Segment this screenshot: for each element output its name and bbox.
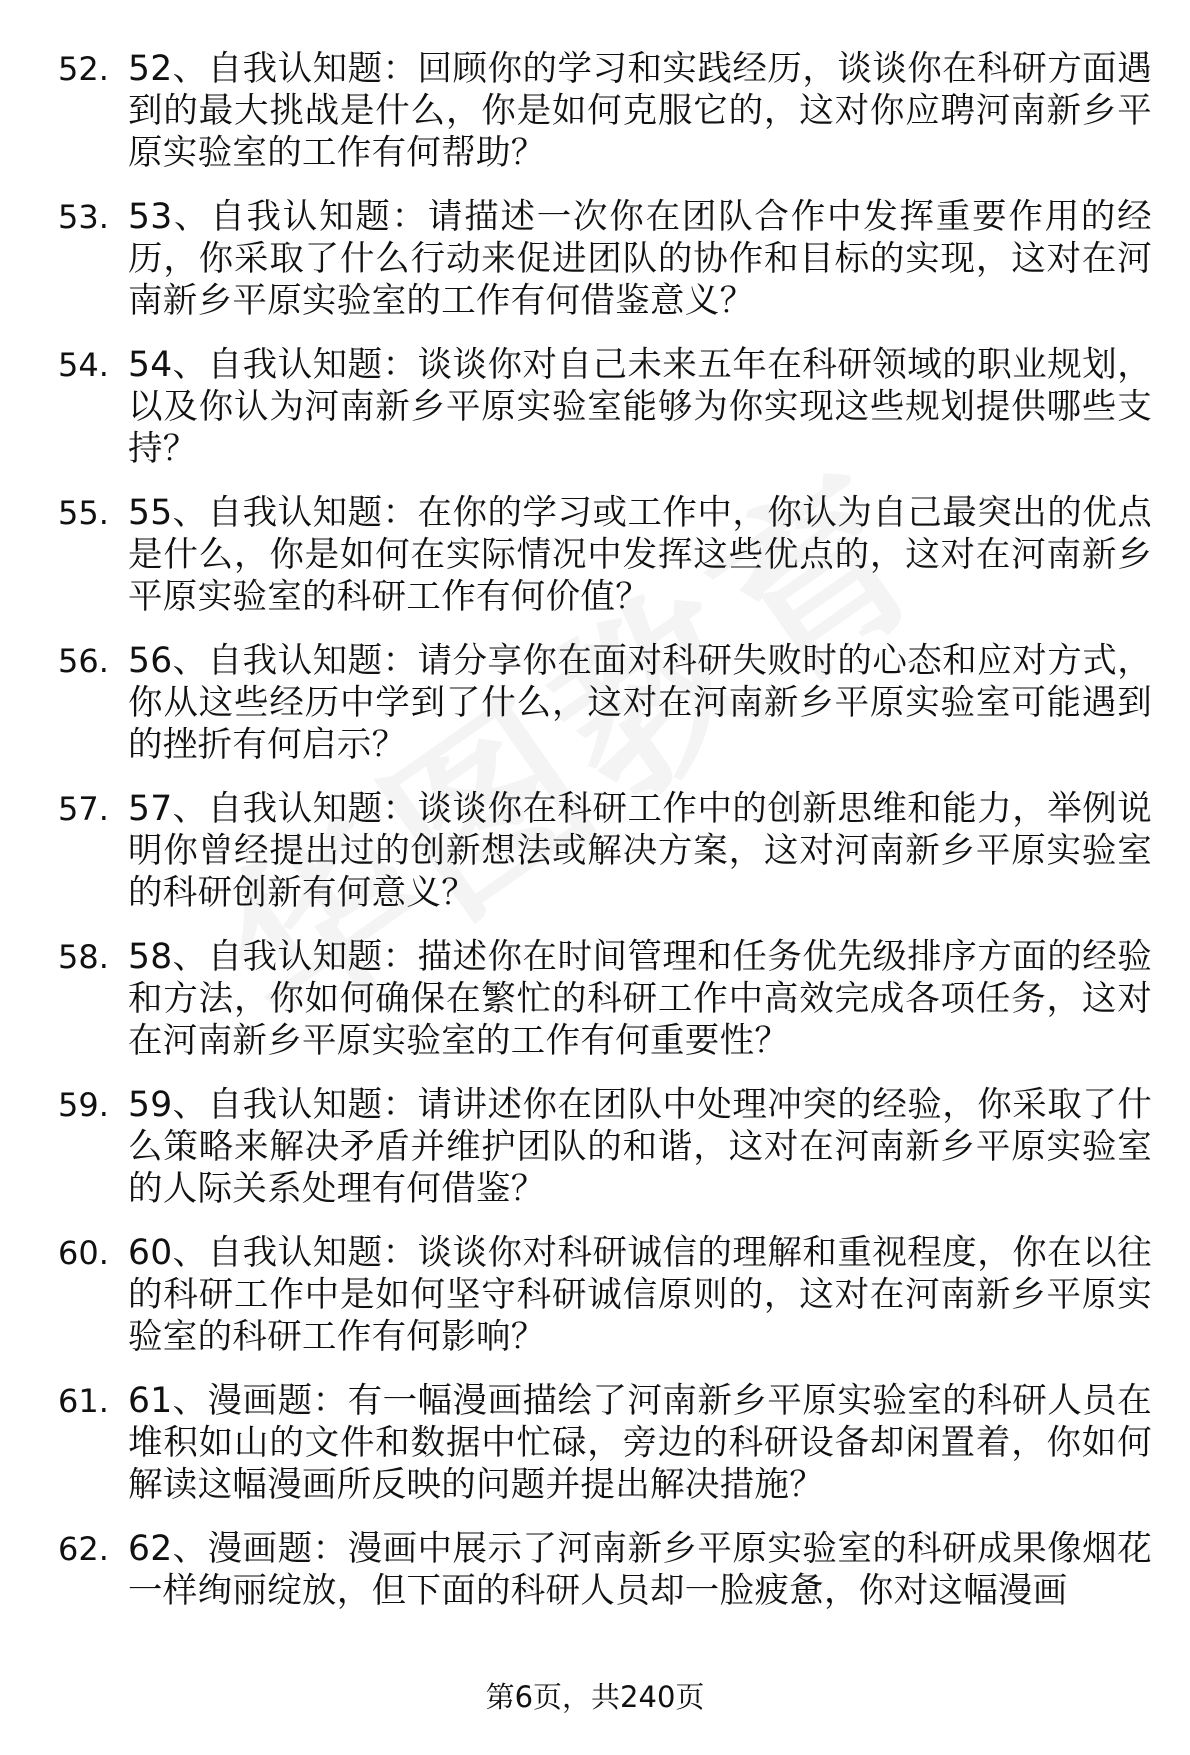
- question-number: 55.: [58, 494, 109, 532]
- question-item: [0, 492, 1190, 618]
- question-number: 54.: [58, 346, 109, 384]
- question-number: 61.: [58, 1382, 109, 1420]
- question-text: 61、漫画题：有一幅漫画描绘了河南新乡平原实验室的科研人员在堆积如山的文件和数据中忙碌，旁边的科研设备却闲置着，你如何解读这幅漫画所反映的问题并提出解决措施？: [128, 1381, 1152, 1505]
- question-item: [0, 1528, 1190, 1612]
- question-item: [0, 48, 1190, 174]
- question-list: [0, 48, 1190, 1634]
- question-text: 52、自我认知题：回顾你的学习和实践经历，谈谈你在科研方面遇到的最大挑战是什么，你是如何克服它的，这对你应聘河南新乡平原实验室的工作有何帮助？: [128, 49, 1152, 173]
- question-number: 59.: [58, 1086, 109, 1124]
- question-item: [0, 1380, 1190, 1506]
- question-number: 53.: [58, 198, 109, 236]
- question-number: 52.: [58, 50, 109, 88]
- question-item: [0, 1084, 1190, 1210]
- question-item: [0, 788, 1190, 914]
- question-text: 56、自我认知题：请分享你在面对科研失败时的心态和应对方式，你从这些经历中学到了什么，这对在河南新乡平原实验室可能遇到的挫折有何启示？: [128, 641, 1152, 765]
- question-item: [0, 344, 1190, 470]
- question-item: [0, 196, 1190, 322]
- question-text: 62、漫画题：漫画中展示了河南新乡平原实验室的科研成果像烟花一样绚丽绽放，但下面的科研人员却一脸疲惫，你对这幅漫画: [128, 1529, 1152, 1611]
- page-indicator: 第6页，共240页: [485, 1680, 705, 1714]
- question-text: 53、自我认知题：请描述一次你在团队合作中发挥重要作用的经历，你采取了什么行动来促进团队的协作和目标的实现，这对在河南新乡平原实验室的工作有何借鉴意义？: [128, 197, 1152, 321]
- question-item: [0, 1232, 1190, 1358]
- question-number: 62.: [58, 1530, 109, 1568]
- question-text: 57、自我认知题：谈谈你在科研工作中的创新思维和能力，举例说明你曾经提出过的创新想法或解决方案，这对河南新乡平原实验室的科研创新有何意义？: [128, 789, 1152, 913]
- question-text: 55、自我认知题：在你的学习或工作中，你认为自己最突出的优点是什么，你是如何在实际情况中发挥这些优点的，这对在河南新乡平原实验室的科研工作有何价值？: [128, 493, 1152, 617]
- question-text: 58、自我认知题：描述你在时间管理和任务优先级排序方面的经验和方法，你如何确保在繁忙的科研工作中高效完成各项任务，这对在河南新乡平原实验室的工作有何重要性？: [128, 937, 1152, 1061]
- question-text: 54、自我认知题：谈谈你对自己未来五年在科研领域的职业规划，以及你认为河南新乡平原实验室能够为你实现这些规划提供哪些支持？: [128, 345, 1152, 469]
- question-number: 58.: [58, 938, 109, 976]
- question-item: [0, 936, 1190, 1062]
- question-number: 56.: [58, 642, 109, 680]
- question-text: 60、自我认知题：谈谈你对科研诚信的理解和重视程度，你在以往的科研工作中是如何坚守科研诚信原则的，这对在河南新乡平原实验室的科研工作有何影响？: [128, 1233, 1152, 1357]
- question-number: 60.: [58, 1234, 109, 1272]
- question-text: 59、自我认知题：请讲述你在团队中处理冲突的经验，你采取了什么策略来解决矛盾并维护团队的和谐，这对在河南新乡平原实验室的人际关系处理有何借鉴？: [128, 1085, 1152, 1209]
- question-number: 57.: [58, 790, 109, 828]
- question-item: [0, 640, 1190, 766]
